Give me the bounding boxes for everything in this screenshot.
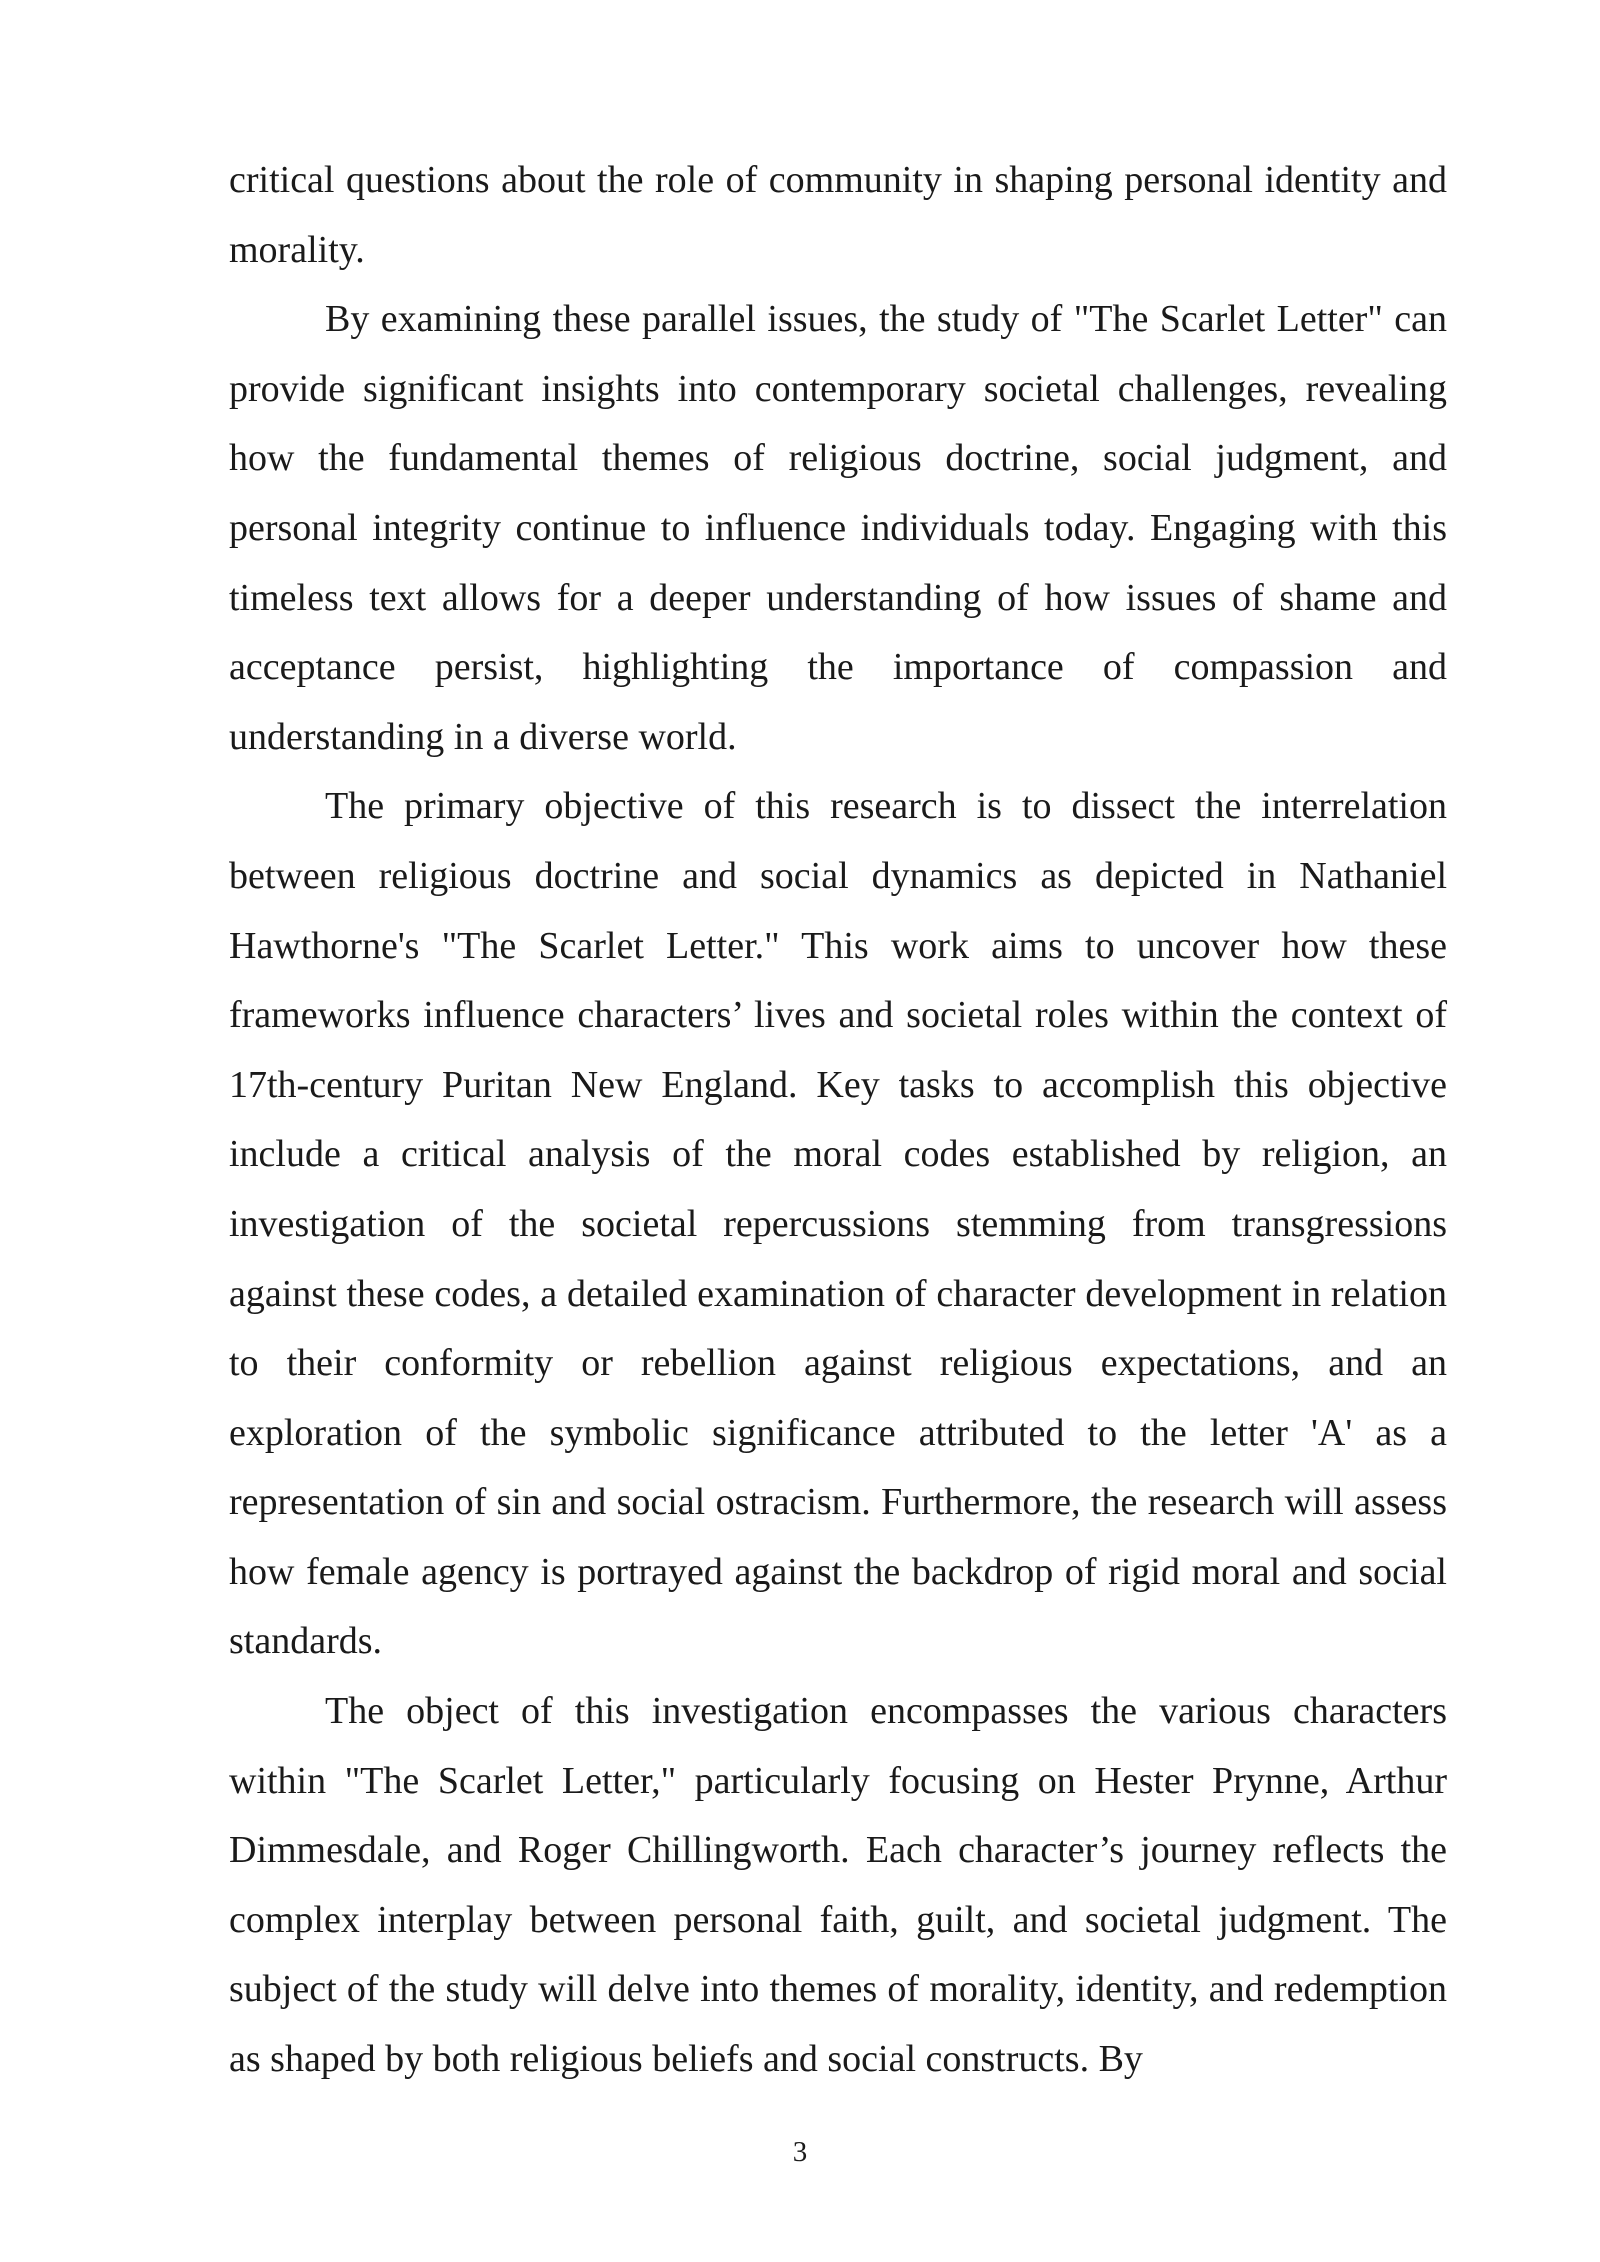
page-number: 3 (792, 2136, 808, 2168)
paragraph-parallel-issues: By examining these parallel issues, the study of "The Scarlet Letter" can provide significant insights into contemporary societal challenges, revealing how the fundamental themes of religious doctrine, social judgment, and personal integrity continue to influence individuals today. Engaging with this timeless text allows for a deeper understanding of how issues of shame and acceptance persist, highlighting the importance of compassion and understanding in a diverse world. (229, 298, 1447, 758)
paragraph-investigation-object: The object of this investigation encompasses the various characters within "The Scarlet Letter," particularly focusing on Hester Prynne, Arthur Dimmesdale, and Roger Chillingworth. Each character’s journey reflects the complex interplay between personal faith, guilt, and societal judgment. The subject of the study will delve into themes of morality, identity, and redemption as shaped by both religious beliefs and social constructs. By (229, 1690, 1447, 2081)
body-text (229, 146, 1447, 2095)
paragraph-continuation: critical questions about the role of community in shaping personal identity and morality. (229, 159, 1447, 271)
paragraph-research-objective: The primary objective of this research is to dissect the interrelation between religious doctrine and social dynamics as depicted in Nathaniel Hawthorne's "The Scarlet Letter." This work aims to uncover how these frameworks influence characters’ lives and societal roles within the context of 17th-century Puritan New England. Key tasks to accomplish this objective include a critical analysis of the moral codes established by religion, an investigation of the societal repercussions stemming from transgressions against these codes, a detailed examination of character development in relation to their conformity or rebellion against religious expectations, and an exploration of the symbolic significance attributed to the letter 'A' as a representation of sin and social ostracism. Furthermore, the research will assess how female agency is portrayed against the backdrop of rigid moral and social standards. (229, 785, 1447, 1663)
